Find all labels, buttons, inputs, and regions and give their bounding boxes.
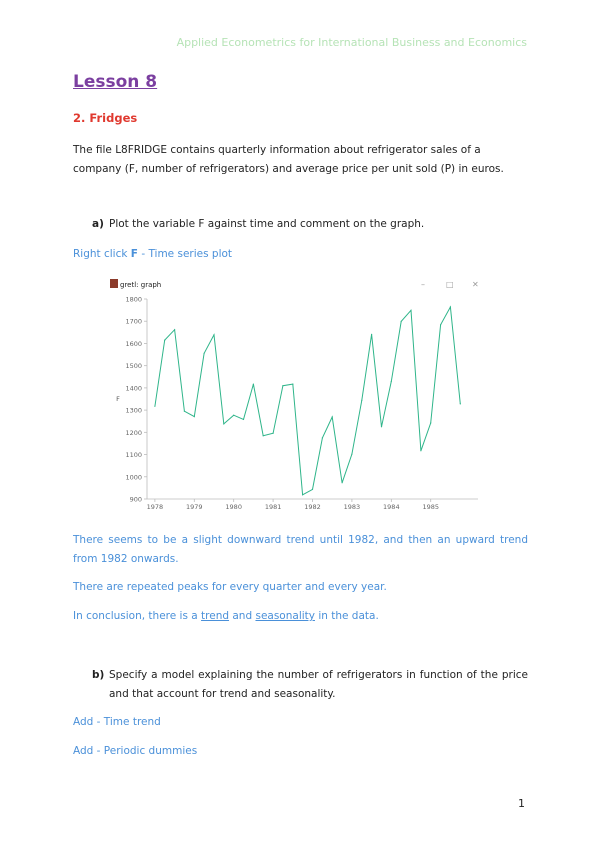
add-time-trend: Add - Time trend xyxy=(73,716,161,728)
data-point xyxy=(410,310,411,311)
instruction-variable: F xyxy=(130,248,138,260)
data-point xyxy=(282,385,283,386)
data-point xyxy=(204,353,205,354)
data-point xyxy=(371,334,372,335)
close-icon[interactable]: ✕ xyxy=(472,280,479,289)
y-tick-label: 1100 xyxy=(125,451,142,460)
y-tick-label: 1600 xyxy=(125,339,142,348)
section-heading: 2. Fridges xyxy=(73,111,138,125)
data-point xyxy=(450,306,451,307)
instruction-prefix: Right click xyxy=(73,248,131,260)
data-point xyxy=(213,334,214,335)
conclusion-suffix: in the data. xyxy=(314,610,379,622)
data-point xyxy=(194,416,195,417)
instruction-suffix: - Time series plot xyxy=(137,248,233,260)
y-axis-label: F xyxy=(116,395,120,403)
conclusion-middle: and xyxy=(229,610,256,622)
conclusion-trend: trend xyxy=(201,610,230,622)
data-point xyxy=(391,381,392,382)
conclusion-seasonality: seasonality xyxy=(255,610,315,622)
page-number: 1 xyxy=(518,797,525,810)
question-b-label: b) xyxy=(92,669,105,681)
question-a-label: a) xyxy=(92,218,104,230)
data-point xyxy=(342,482,343,483)
x-tick-label: 1982 xyxy=(304,503,321,511)
data-point xyxy=(381,426,382,427)
conclusion-prefix: In conclusion, there is a xyxy=(73,610,202,622)
question-b xyxy=(92,666,528,700)
x-tick-label: 1983 xyxy=(343,503,361,511)
graph-window-title: gretl: graph xyxy=(120,281,162,289)
series-line-F xyxy=(155,307,460,495)
data-point xyxy=(154,406,155,407)
conclusion-line xyxy=(73,607,528,626)
y-tick-label: 1000 xyxy=(125,473,142,482)
data-point xyxy=(233,415,234,416)
data-point xyxy=(174,329,175,330)
x-tick-label: 1979 xyxy=(186,503,203,511)
chart-axes xyxy=(116,296,478,512)
data-point xyxy=(164,340,165,341)
data-point xyxy=(460,403,461,404)
y-tick-label: 1300 xyxy=(125,406,142,415)
comment-peaks: There are repeated peaks for every quarter and every year. xyxy=(73,581,387,593)
data-point xyxy=(361,400,362,401)
question-a-text: Plot the variable F against time and comment on the graph. xyxy=(109,218,425,230)
data-point xyxy=(302,494,303,495)
y-tick-label: 1800 xyxy=(125,295,142,304)
y-tick-label: 1500 xyxy=(125,362,142,371)
y-tick-label: 900 xyxy=(129,495,142,504)
intro-paragraph: The file L8FRIDGE contains quarterly information about refrigerator sales of a company (F, number of refrigerators) and average price per unit sold (P) in euros. xyxy=(73,144,504,175)
maximize-icon[interactable]: □ xyxy=(446,280,454,289)
chart-marks xyxy=(154,306,461,495)
data-point xyxy=(420,450,421,451)
y-tick-label: 1200 xyxy=(125,428,142,437)
data-point xyxy=(273,433,274,434)
data-point xyxy=(351,454,352,455)
data-point xyxy=(263,435,264,436)
data-point xyxy=(440,324,441,325)
x-tick-label: 1980 xyxy=(225,503,242,511)
data-point xyxy=(243,419,244,420)
add-periodic-dummies: Add - Periodic dummies xyxy=(73,745,198,757)
data-point xyxy=(312,489,313,490)
y-tick-label: 1400 xyxy=(125,384,142,393)
data-point xyxy=(332,416,333,417)
data-point xyxy=(253,384,254,385)
question-b-text: Specify a model explaining the number of refrigerators in function of the price and that account for trend and seasonality. xyxy=(109,669,528,700)
data-point xyxy=(401,321,402,322)
comment-trend: There seems to be a slight downward trend until 1982, and then an upward trend from 1982 onwards. xyxy=(73,534,528,565)
x-tick-label: 1984 xyxy=(383,503,400,511)
data-point xyxy=(430,422,431,423)
running-header: Applied Econometrics for International Business and Economics xyxy=(176,36,527,49)
y-tick-label: 1700 xyxy=(125,317,142,326)
x-tick-label: 1978 xyxy=(146,503,164,511)
x-tick-label: 1985 xyxy=(422,503,439,511)
data-point xyxy=(322,437,323,438)
data-point xyxy=(223,423,224,424)
x-tick-label: 1981 xyxy=(264,503,282,511)
minimize-icon[interactable]: – xyxy=(421,280,425,289)
data-point xyxy=(184,411,185,412)
data-point xyxy=(292,384,293,385)
page-title: Lesson 8 xyxy=(73,72,158,92)
